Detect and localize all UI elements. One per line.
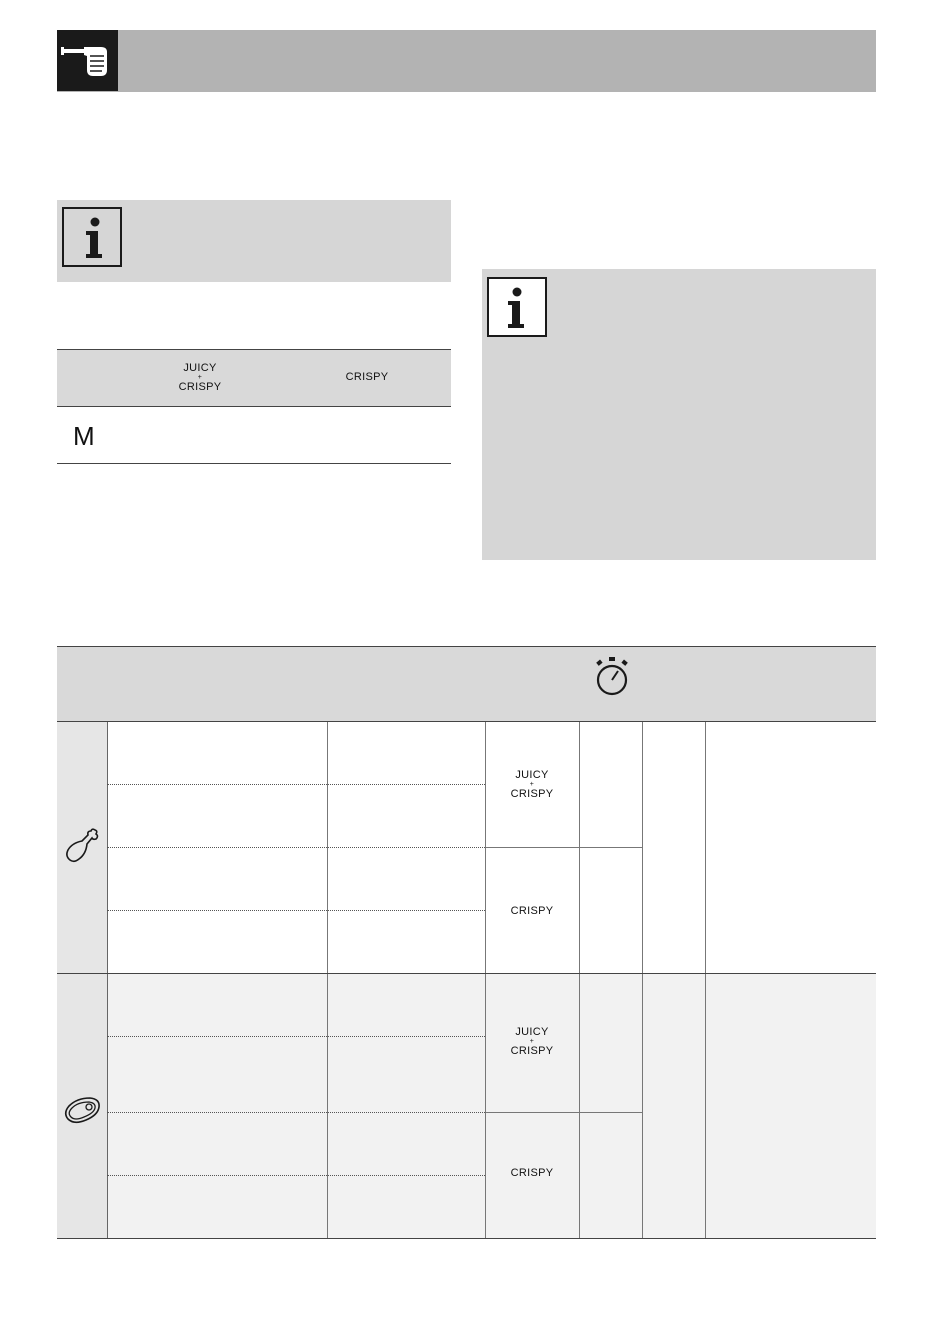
col-divider <box>705 722 706 973</box>
group-meat <box>57 974 876 1239</box>
crispy-label: CRISPY <box>510 1167 554 1179</box>
row-divider <box>107 847 485 848</box>
header-bar <box>57 30 876 92</box>
stopwatch-icon <box>593 657 631 697</box>
juicy-crispy-label: JUICY + CRISPY <box>510 1026 554 1058</box>
chicken-leg-icon <box>62 826 102 866</box>
juicy-crispy-label: JUICY + CRISPY <box>510 769 554 801</box>
row-divider <box>107 910 485 911</box>
info-box-left <box>57 200 451 282</box>
row-label: M <box>73 421 95 451</box>
group-poultry <box>57 722 876 974</box>
cooking-table-header <box>57 646 876 722</box>
col-divider <box>579 974 580 1238</box>
row-divider <box>107 1112 485 1113</box>
info-icon <box>487 277 547 337</box>
cooking-table <box>57 646 876 1239</box>
info-box-right <box>482 269 876 560</box>
col-divider <box>327 974 328 1238</box>
mode-divider <box>485 847 642 848</box>
col-divider <box>642 722 643 973</box>
col-divider <box>642 974 643 1238</box>
col-divider <box>705 974 706 1238</box>
mode-table-row <box>57 407 451 464</box>
crispy-label: CRISPY <box>345 371 389 383</box>
col-divider <box>485 974 486 1238</box>
juicy-crispy-label: JUICY + CRISPY <box>178 362 222 394</box>
info-icon <box>62 207 122 267</box>
category-cell <box>57 974 108 1238</box>
row-divider <box>107 1175 485 1176</box>
crispy-label: CRISPY <box>510 905 554 917</box>
steak-icon <box>62 1089 102 1129</box>
row-divider <box>107 1036 485 1037</box>
mode-table <box>57 349 451 464</box>
pointing-hand-icon <box>57 30 118 91</box>
mode-divider <box>485 1112 642 1113</box>
mode-table-header <box>57 349 451 407</box>
row-divider <box>107 784 485 785</box>
category-cell <box>57 722 108 973</box>
